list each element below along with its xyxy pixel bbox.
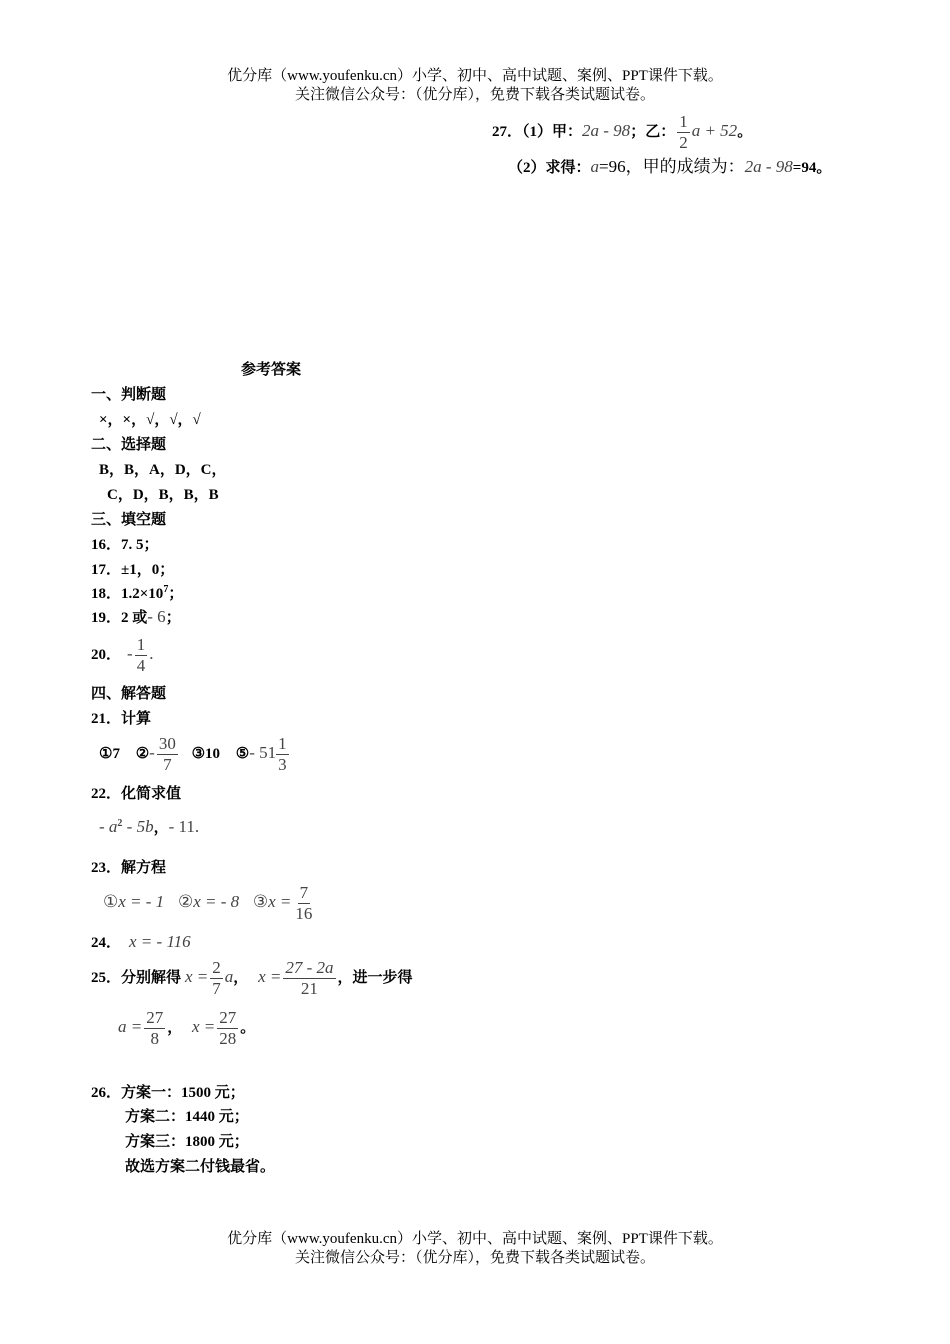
section1-answers: ×，×，√，√，√	[99, 412, 201, 428]
q26-line1: 26．方案一：1500 元；	[91, 1085, 245, 1101]
q21-title: 21．计算	[91, 711, 152, 727]
q17-answer: 17．±1，0；	[91, 562, 175, 578]
q20-answer: 20． - $\frac{1}{4}$ .	[91, 635, 154, 676]
q18-answer: 18．$1.2\times 10^7$；	[91, 584, 184, 602]
q27-part2: （2）求得：a=96，甲的成绩为：2a - 98=94。	[508, 157, 832, 176]
q26-line3: 方案三：1800 元；	[125, 1134, 249, 1150]
section1-title: 一、判断题	[91, 387, 167, 403]
q16-answer: 16．7. 5；	[91, 537, 159, 553]
answers-title: 参考答案	[241, 362, 302, 378]
q23-title: 23．解方程	[91, 860, 167, 876]
q21-answers: ①7 ②- $\frac{30}{7}$ ③10 ⑤- 51 $\frac{1}{3}$	[99, 734, 287, 775]
q22-title: 22．化简求值	[91, 786, 182, 802]
q23-answers: ①x = - 1 ②x = - 8 ③x = $\frac{7}{16}$	[103, 883, 313, 924]
header-line-1: 优分库（www.youfenku.cn）小学、初中、高中试题、案例、PPT课件下载。	[227, 68, 723, 84]
footer-line-2: 关注微信公众号：（优分库），免费下载各类试题试卷。	[294, 1250, 655, 1266]
q19-answer: 19．2 或- 6；	[91, 607, 181, 626]
q22-answer: - $a^2 - 5b$，- 11.	[99, 817, 200, 836]
section4-title: 四、解答题	[91, 686, 167, 702]
section3-title: 三、填空题	[91, 512, 167, 528]
q26-line2: 方案二：1440 元；	[125, 1109, 249, 1125]
q25-line1: 25．分别解得 x = $\frac{2}{7}$ a， x = $\frac{27 - 2a}{21}$ ，进一步得	[91, 958, 413, 999]
footer-line-1: 优分库（www.youfenku.cn）小学、初中、高中试题、案例、PPT课件下载。	[227, 1231, 723, 1247]
header-line-2: 关注微信公众号：（优分库），免费下载各类试题试卷。	[294, 87, 655, 103]
q26-line4: 故选方案二付钱最省。	[125, 1159, 276, 1175]
q25-line2: a = $\frac{27}{8}$ ， x = $\frac{27}{28}$ 。	[118, 1008, 256, 1049]
section2-title: 二、选择题	[91, 437, 167, 453]
section2-row1: B，B，A，D，C，	[99, 462, 227, 478]
q27-part1: 27．（1）甲：2a - 98；乙： $\frac{1}{2}$ a + 52。	[492, 112, 753, 152]
q24-answer: 24． x = - 116	[91, 932, 191, 951]
section2-row2: C，D，B，B，B	[107, 487, 219, 503]
q27-fraction: $\frac{1}{2}$	[679, 112, 688, 152]
